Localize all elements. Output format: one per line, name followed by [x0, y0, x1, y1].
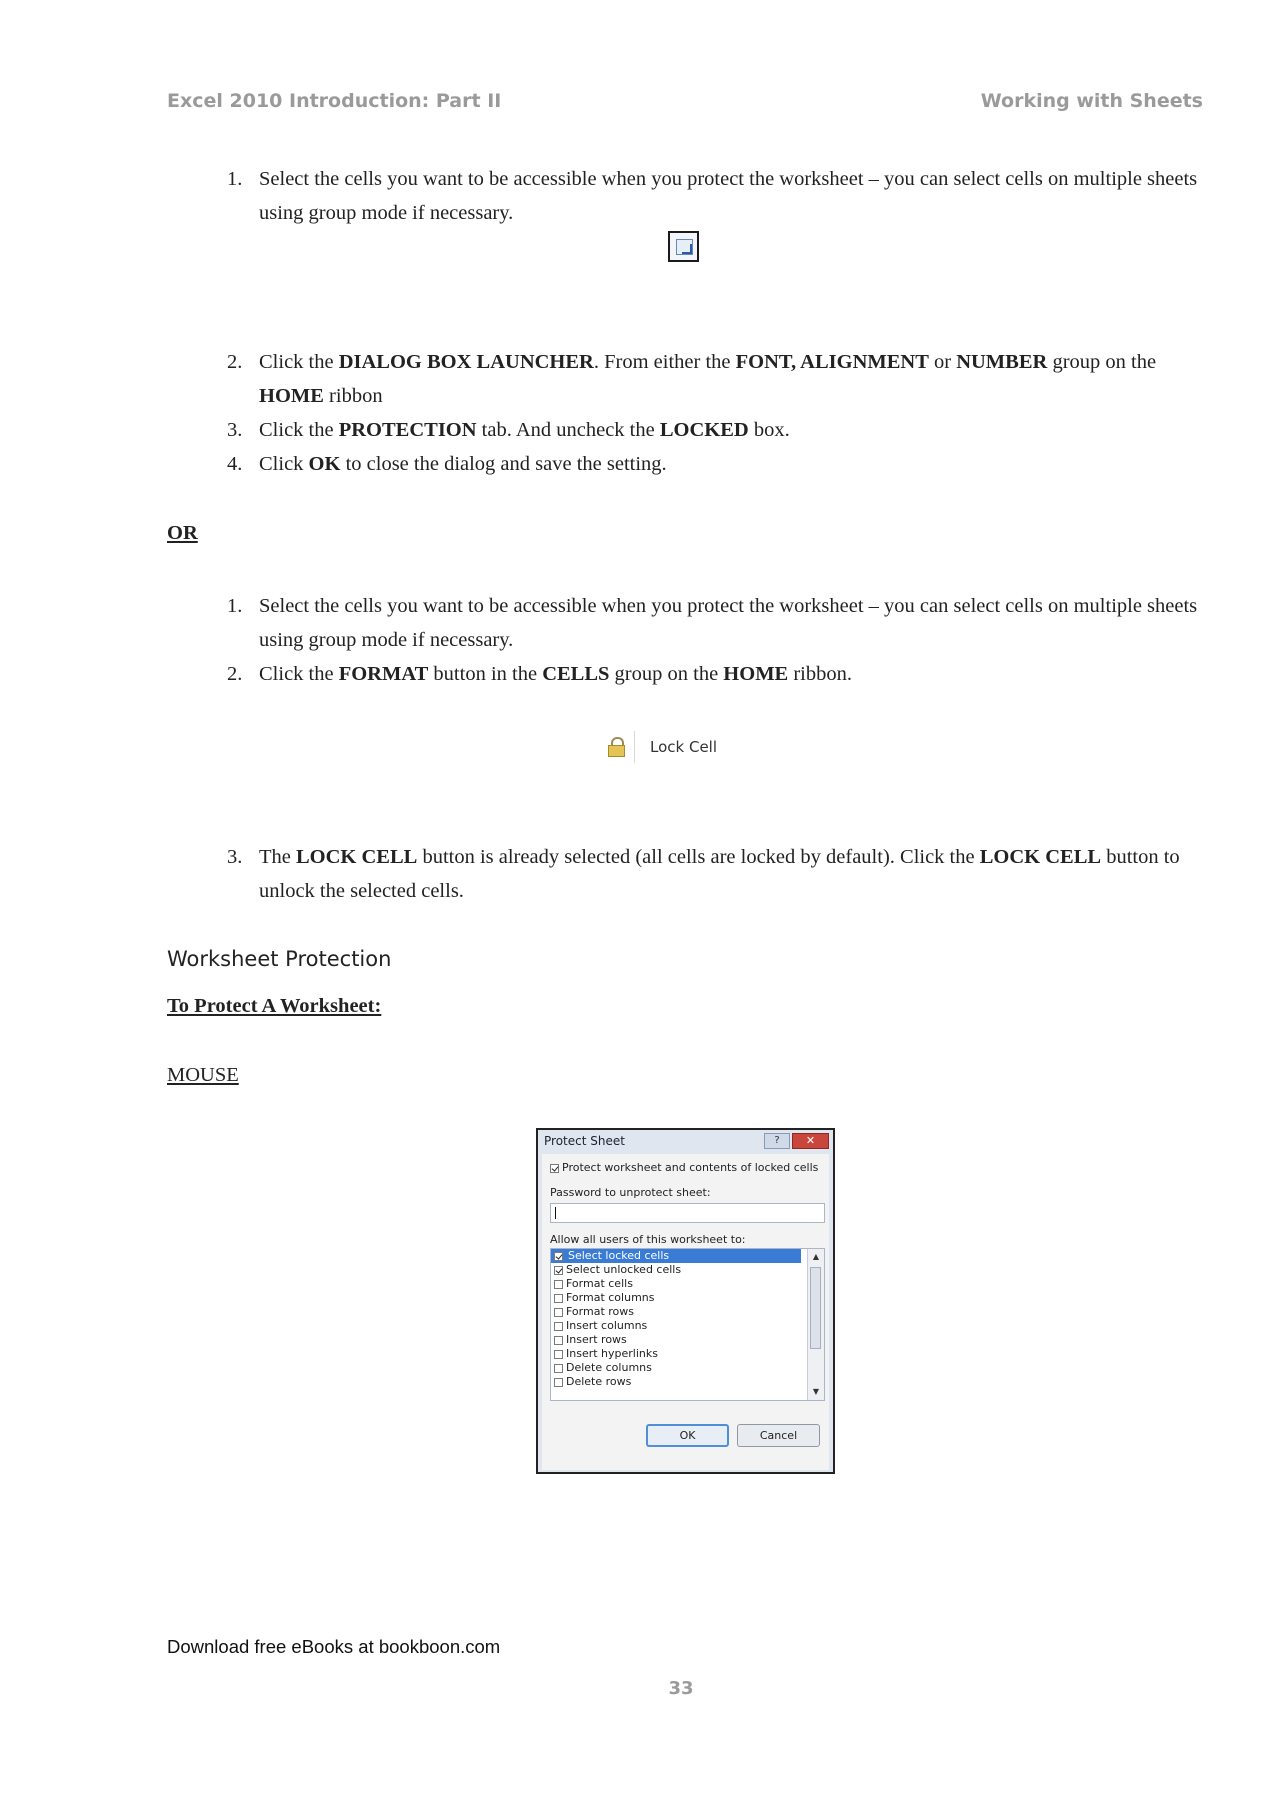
cancel-button[interactable]: Cancel	[737, 1424, 820, 1447]
list-a-item-4: 4. Click OK to close the dialog and save the setting.	[227, 453, 667, 475]
permission-option[interactable]	[551, 1361, 801, 1375]
lock-icon	[607, 737, 626, 757]
permission-checkbox[interactable]	[554, 1280, 563, 1289]
permission-option[interactable]	[551, 1277, 801, 1291]
lock-cell-button-label: Lock Cell	[650, 738, 718, 756]
ok-button[interactable]: OK	[646, 1424, 729, 1447]
permission-label: Insert columns	[566, 1319, 648, 1332]
password-input[interactable]	[550, 1203, 825, 1223]
footer-text: Download free eBooks at bookboon.com	[167, 1636, 501, 1657]
list-b-item-2: 2. Click the FORMAT button in the CELLS group on the HOME ribbon.	[227, 663, 852, 685]
protect-sheet-dialog	[536, 1128, 835, 1474]
list-a-item-3: 3. Click the PROTECTION tab. And uncheck the LOCKED box.	[227, 419, 790, 441]
permission-option[interactable]	[551, 1319, 801, 1333]
permission-label: Format rows	[566, 1305, 634, 1318]
or-label: OR	[167, 522, 198, 544]
dialog-box-launcher-icon	[668, 231, 699, 262]
lock-cell-separator	[634, 731, 635, 763]
scroll-thumb[interactable]	[810, 1267, 821, 1349]
allow-users-label: Allow all users of this worksheet to:	[550, 1233, 746, 1246]
permission-option[interactable]	[551, 1249, 801, 1263]
permission-option[interactable]	[551, 1347, 801, 1361]
permission-option[interactable]	[551, 1375, 801, 1389]
permissions-scrollbar[interactable]	[807, 1249, 824, 1400]
protect-checkbox-label: Protect worksheet and contents of locked cells	[562, 1161, 819, 1174]
permission-checkbox[interactable]	[554, 1252, 563, 1261]
permission-label: Select locked cells	[568, 1249, 670, 1262]
permission-option[interactable]	[551, 1291, 801, 1305]
permission-label: Select unlocked cells	[566, 1263, 682, 1276]
permission-checkbox[interactable]	[554, 1322, 563, 1331]
permission-label: Delete columns	[566, 1361, 652, 1374]
permission-checkbox[interactable]	[554, 1336, 563, 1345]
permission-checkbox[interactable]	[554, 1364, 563, 1373]
header-left: Excel 2010 Introduction: Part II	[167, 90, 502, 112]
header-right: Working with Sheets	[980, 90, 1203, 112]
protect-checkbox[interactable]	[550, 1164, 559, 1173]
permission-option[interactable]	[551, 1333, 801, 1347]
permission-label: Format cells	[566, 1277, 633, 1290]
scroll-up-icon[interactable]: ▲	[812, 1252, 820, 1261]
scroll-down-icon[interactable]: ▼	[812, 1387, 820, 1396]
list-c-item-3: 3. The LOCK CELL button is already selected (all cells are locked by default). Click the LOCK CELL button to unlock the selected cells.	[227, 846, 1180, 902]
permission-checkbox[interactable]	[554, 1294, 563, 1303]
protect-checkbox-row[interactable]	[550, 1161, 818, 1174]
mouse-label: MOUSE	[167, 1064, 239, 1086]
list-b-item-1: 1. Select the cells you want to be accessible when you protect the worksheet – you can select cells on multiple sheets using group mode if necessary.	[227, 595, 1198, 651]
permission-label: Delete rows	[566, 1375, 632, 1388]
help-button[interactable]: ?	[764, 1133, 790, 1149]
sub-heading: To Protect A Worksheet:	[167, 995, 382, 1017]
dialog-body	[542, 1154, 829, 1470]
permission-checkbox[interactable]	[554, 1266, 563, 1275]
permission-label: Insert rows	[566, 1333, 627, 1346]
permission-checkbox[interactable]	[554, 1378, 563, 1387]
permission-label: Format columns	[566, 1291, 655, 1304]
page-number: 33	[668, 1678, 694, 1699]
permission-label: Insert hyperlinks	[566, 1347, 658, 1360]
permission-checkbox[interactable]	[554, 1350, 563, 1359]
permission-option[interactable]	[551, 1305, 801, 1319]
list-a-item-2: 2. Click the DIALOG BOX LAUNCHER. From either the FONT, ALIGNMENT or NUMBER group on the HOME ribbon	[227, 351, 1157, 407]
section-heading: Worksheet Protection	[167, 947, 392, 971]
password-label: Password to unprotect sheet:	[550, 1186, 711, 1199]
permissions-list[interactable]	[550, 1248, 825, 1401]
dialog-title: Protect Sheet	[544, 1134, 625, 1148]
permission-checkbox[interactable]	[554, 1308, 563, 1317]
close-button[interactable]: ✕	[792, 1133, 829, 1149]
list-a-item-1: 1. Select the cells you want to be accessible when you protect the worksheet – you can select cells on multiple sheets using group mode if necessary.	[227, 168, 1198, 224]
permission-option[interactable]	[551, 1263, 801, 1277]
